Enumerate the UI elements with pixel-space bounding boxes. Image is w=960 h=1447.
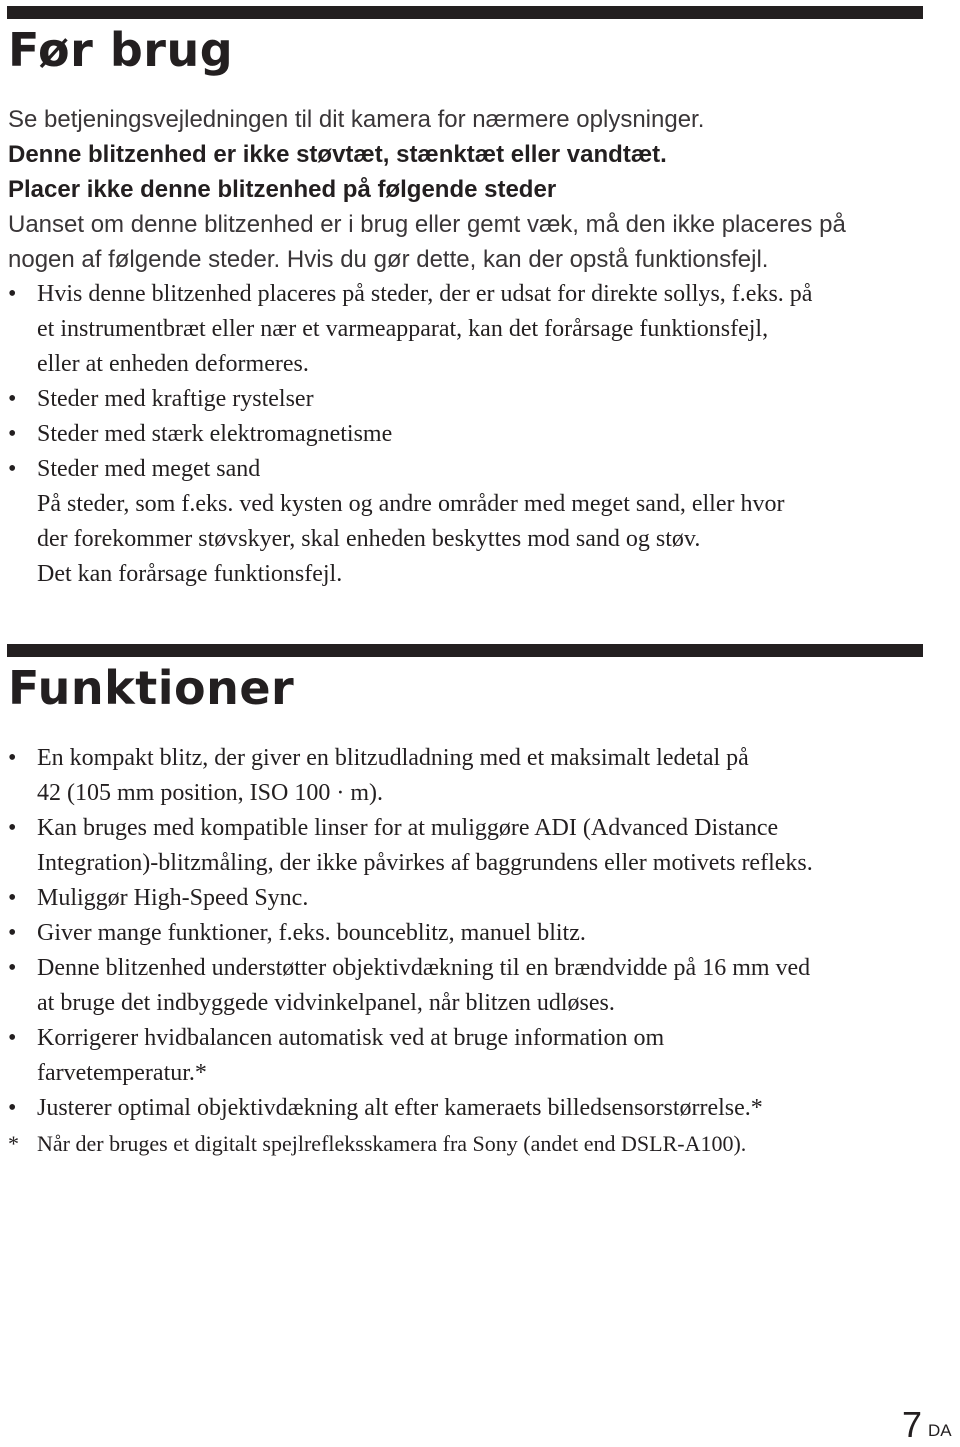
- bullet-text: eller at enheden deformeres.: [37, 351, 309, 377]
- bullet-text: Steder med stærk elektromagnetisme: [37, 421, 393, 447]
- page-number: 7: [902, 1404, 923, 1445]
- paragraph-line: Uanset om denne blitzenhed er i brug eller gemt væk, må den ikke placeres på: [8, 211, 846, 238]
- section-rule-funktioner: [7, 644, 923, 657]
- page-language-code: DA: [928, 1421, 952, 1440]
- bullet-text: På steder, som f.eks. ved kysten og andre områder med meget sand, eller hvor: [37, 491, 785, 517]
- bullet-text: Det kan forårsage funktionsfejl.: [37, 561, 343, 587]
- bullet-text: der forekommer støvskyer, skal enheden beskyttes mod sand og støv.: [37, 526, 701, 552]
- feature-text: Muliggør High-Speed Sync.: [37, 885, 309, 911]
- paragraph-line: nogen af følgende steder. Hvis du gør dette, kan der opstå funktionsfejl.: [8, 246, 769, 273]
- section-rule-top: [7, 6, 923, 19]
- bullet-marker: •: [8, 1095, 17, 1121]
- feature-text: Giver mange funktioner, f.eks. bounceblitz, manuel blitz.: [37, 920, 586, 946]
- bullet-marker: •: [8, 955, 17, 981]
- feature-text: farvetemperatur.*: [37, 1060, 207, 1086]
- feature-text: Integration)-blitzmåling, der ikke påvirkes af baggrundens eller motivets refleks.: [37, 850, 813, 876]
- section-title-funktioner: Funktioner: [8, 661, 295, 715]
- bullet-marker: •: [8, 1025, 17, 1051]
- feature-text: Justerer optimal objektivdækning alt efter kameraets billedsensorstørrelse.*: [37, 1095, 763, 1121]
- feature-text: 42 (105 mm position, ISO 100 · m).: [37, 780, 383, 806]
- bullet-marker: •: [8, 386, 17, 412]
- bullet-marker: •: [8, 745, 17, 771]
- feature-text: at bruge det indbyggede vidvinkelpanel, når blitzen udløses.: [37, 990, 615, 1016]
- warning-text: Denne blitzenhed er ikke støvtæt, stænktæt eller vandtæt.: [8, 141, 667, 168]
- bullet-text: et instrumentbræt eller nær et varmeapparat, kan det forårsage funktionsfejl,: [37, 316, 769, 342]
- feature-text: En kompakt blitz, der giver en blitzudladning med et maksimalt ledetal på: [37, 745, 749, 771]
- feature-text: Kan bruges med kompatible linser for at muliggøre ADI (Advanced Distance: [37, 815, 779, 841]
- footnote-marker: *: [8, 1131, 19, 1156]
- bullet-marker: •: [8, 815, 17, 841]
- bullet-text: Steder med meget sand: [37, 456, 261, 482]
- bullet-marker: •: [8, 920, 17, 946]
- bullet-marker: •: [8, 281, 17, 307]
- intro-text: Se betjeningsvejledningen til dit kamera for nærmere oplysninger.: [8, 106, 705, 133]
- bullet-text: Hvis denne blitzenhed placeres på steder, der er udsat for direkte sollys, f.eks. på: [37, 281, 813, 307]
- placement-subheading: Placer ikke denne blitzenhed på følgende steder: [8, 176, 557, 203]
- section-title-foer-brug: Før brug: [8, 23, 234, 77]
- feature-text: Korrigerer hvidbalancen automatisk ved at bruge information om: [37, 1025, 665, 1051]
- footnote-text: Når der bruges et digitalt spejlrefleksskamera fra Sony (andet end DSLR-A100).: [37, 1131, 747, 1156]
- bullet-text: Steder med kraftige rystelser: [37, 386, 314, 412]
- bullet-marker: •: [8, 421, 17, 447]
- bullet-marker: •: [8, 885, 17, 911]
- feature-text: Denne blitzenhed understøtter objektivdækning til en brændvidde på 16 mm ved: [37, 955, 811, 981]
- bullet-marker: •: [8, 456, 17, 482]
